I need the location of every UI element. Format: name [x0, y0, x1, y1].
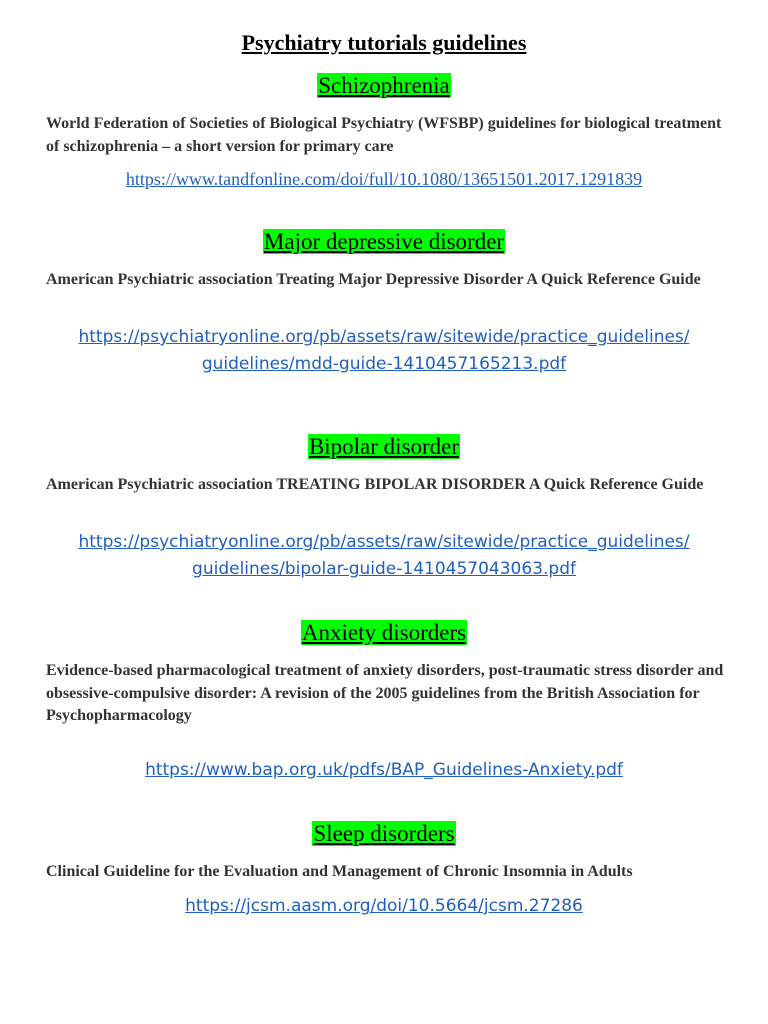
section-heading-bipolar-disorder — [0, 433, 768, 461]
heading-label: Anxiety disorders — [301, 620, 467, 645]
heading-label: Major depressive disorder — [263, 229, 505, 254]
section-heading-anxiety-disorders — [0, 619, 768, 647]
section-description-bipolar-disorder: American Psychiatric association TREATING BIPOLAR DISORDER A Quick Reference Guide — [46, 476, 704, 493]
sleep-guideline-link[interactable] — [0, 893, 768, 920]
heading-label: Schizophrenia — [318, 73, 450, 98]
link-line[interactable]: https://www.bap.org.uk/pdfs/BAP_Guidelines-Anxiety.pdf — [145, 760, 623, 780]
link-line[interactable]: guidelines/bipolar-guide-1410457043063.pdf — [192, 559, 576, 579]
page-title: Psychiatry tutorials guidelines — [241, 30, 527, 55]
mdd-guideline-link[interactable] — [0, 324, 768, 378]
heading-label: Sleep disorders — [313, 821, 455, 846]
heading-label: Bipolar disorder — [308, 434, 460, 459]
link-line[interactable]: guidelines/mdd-guide-1410457165213.pdf — [201, 354, 567, 374]
link-line[interactable]: https://psychiatryonline.org/pb/assets/raw/sitewide/practice_guidelines/ — [78, 327, 690, 347]
section-description-major-depressive-disorder: American Psychiatric association Treating Major Depressive Disorder A Quick Reference Guide — [46, 271, 701, 288]
section-description-sleep-disorders: Clinical Guideline for the Evaluation and Management of Chronic Insomnia in Adults — [46, 863, 633, 880]
bipolar-guideline-link[interactable] — [0, 529, 768, 583]
section-heading-sleep-disorders — [0, 820, 768, 848]
schizophrenia-guideline-link[interactable] — [0, 166, 768, 193]
section-heading-major-depressive-disorder — [0, 228, 768, 256]
anxiety-guideline-link[interactable] — [0, 757, 768, 784]
section-description-anxiety-disorders: Evidence-based pharmacological treatment of anxiety disorders, post-traumatic stress disorder and obsessive-compulsive disorder: A revision of the 2005 guidelines from the British Association for Psychopharmacology — [46, 662, 724, 724]
link-line[interactable]: https://www.tandfonline.com/doi/full/10.1080/13651501.2017.1291839 — [125, 169, 643, 189]
link-line[interactable]: https://psychiatryonline.org/pb/assets/raw/sitewide/practice_guidelines/ — [78, 532, 690, 552]
section-description-schizophrenia: World Federation of Societies of Biological Psychiatry (WFSBP) guidelines for biological treatment of schizophrenia – a short version for primary care — [46, 115, 722, 155]
link-line[interactable]: https://jcsm.aasm.org/doi/10.5664/jcsm.27286 — [185, 896, 583, 916]
section-heading-schizophrenia — [0, 72, 768, 100]
